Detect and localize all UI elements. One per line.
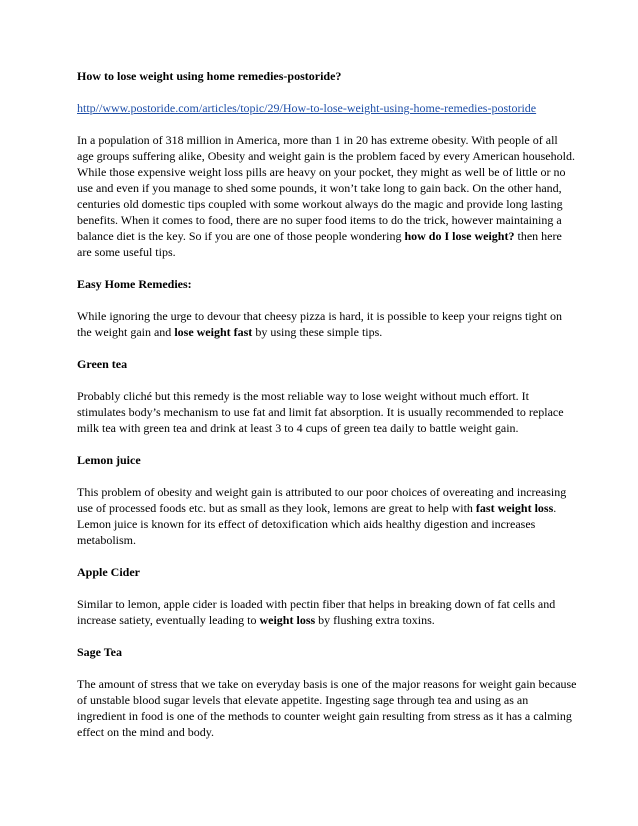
apple-cider-heading: Apple Cider <box>77 565 140 579</box>
document-body <box>77 68 577 756</box>
easy-text-2: by using these simple tips. <box>252 325 383 339</box>
lemon-bold-phrase: fast weight loss <box>475 501 554 515</box>
intro-paragraph <box>77 132 577 260</box>
easy-remedies-heading: Easy Home Remedies: <box>77 277 192 291</box>
apple-bold-phrase: weight loss <box>259 613 316 627</box>
lemon-juice-heading: Lemon juice <box>77 453 141 467</box>
lemon-text-1: This problem of obesity and weight gain is attributed to our poor choices of overeating and increasing use of processed foods etc. but as small as they look, lemons are great to help with <box>77 485 567 515</box>
sage-tea-paragraph: The amount of stress that we take on everyday basis is one of the major reasons for weight gain because of unstable blood sugar levels that elevate appetite. Ingesting sage through tea and using as an ingredient in food is one of the methods to counter weight gain resulting from stress as it has a calming effect on the mind and body. <box>77 677 577 739</box>
green-tea-heading: Green tea <box>77 357 128 371</box>
source-url-paragraph <box>77 100 577 116</box>
easy-bold-phrase: lose weight fast <box>174 325 253 339</box>
apple-cider-paragraph <box>77 596 577 628</box>
apple-text-2: by flushing extra toxins. <box>315 613 435 627</box>
intro-text-1: In a population of 318 million in America, more than 1 in 20 has extreme obesity. With people of all age groups suffering alike, Obesity and weight gain is the problem faced by every American household. While those expensive weight loss pills are heavy on your pocket, they might as well be of little or no use and even if you manage to shed some pounds, it won’t take long to gain back. On the other hand, centuries old domestic tips coupled with some workout always do the magic and provide long lasting benefits. When it comes to food, there are no super food items to do the trick, however maintaining a balance diet is the key. So if you are one of those people wondering <box>77 133 575 243</box>
sage-tea-heading: Sage Tea <box>77 645 123 659</box>
intro-bold-phrase: how do I lose weight? <box>404 229 515 243</box>
easy-remedies-paragraph <box>77 308 577 340</box>
intro-text-2: then here are some useful tips. <box>77 229 562 259</box>
apple-text-1: Similar to lemon, apple cider is loaded with pectin fiber that helps in breaking down of fat cells and increase satiety, eventually leading to <box>77 597 556 627</box>
lemon-juice-paragraph <box>77 484 577 548</box>
easy-text-1: While ignoring the urge to devour that cheesy pizza is hard, it is possible to keep your reigns tight on the weight gain and <box>77 309 563 339</box>
green-tea-paragraph: Probably cliché but this remedy is the most reliable way to lose weight without much effort. It stimulates body’s mechanism to use fat and limit fat absorption. It is usually recommended to replace milk tea with green tea and drink at least 3 to 4 cups of green tea daily to battle weight gain. <box>77 389 564 435</box>
document-title: How to lose weight using home remedies-postoride? <box>77 69 342 83</box>
source-url-link[interactable]: http//www.postoride.com/articles/topic/29/How-to-lose-weight-using-home-remedies-postoride <box>77 101 537 115</box>
lemon-text-2: . Lemon juice is known for its effect of detoxification which aids healthy digestion and increases metabolism. <box>77 501 557 547</box>
